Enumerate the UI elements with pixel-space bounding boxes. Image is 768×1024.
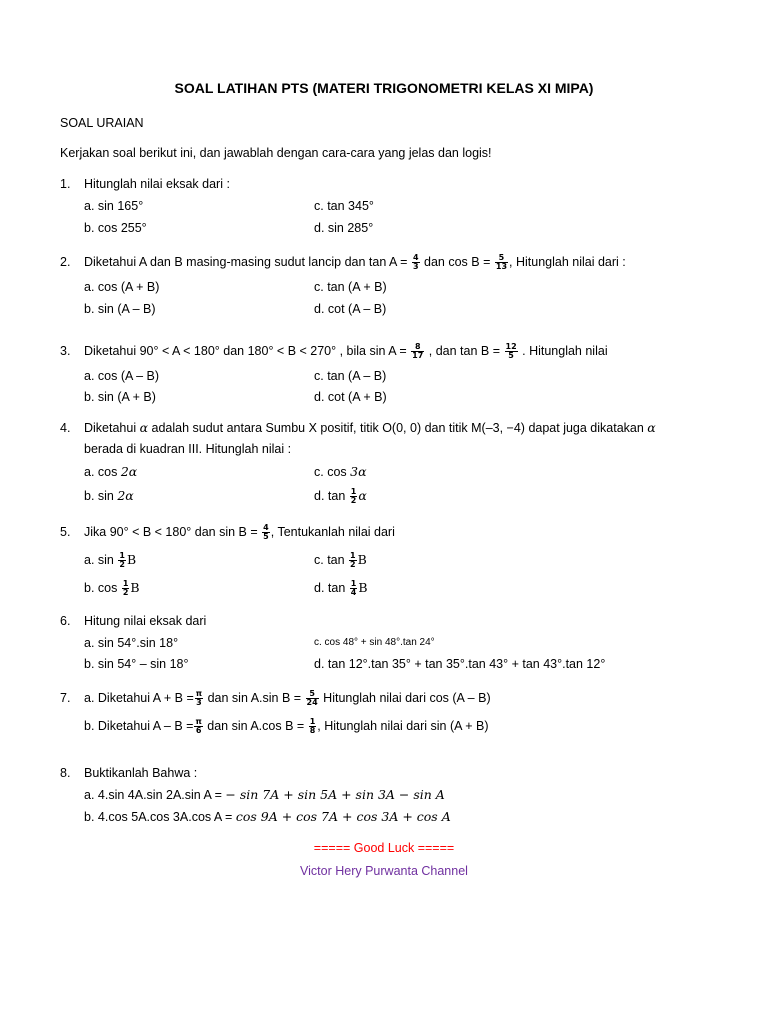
q2-text-part3: , Hitunglah nilai dari :: [509, 255, 626, 269]
q5-option-d-label: d. tan: [314, 581, 349, 595]
q8-number: 8.: [60, 766, 71, 780]
q7a-fraction-5-24-den: 24: [306, 698, 318, 708]
q7a-text-part2: dan sin A.sin B =: [204, 691, 302, 705]
q3-text: [84, 343, 608, 360]
q5-option-b-fraction-num: 1: [122, 579, 129, 589]
q5-option-b-expr: B: [130, 580, 140, 595]
q4-alpha-symbol: α: [139, 420, 149, 435]
q5-option-c-expr: B: [357, 552, 367, 567]
q5-option-d-fraction: [350, 580, 358, 597]
q4-text-line2: berada di kuadran III. Hitunglah nilai :: [84, 442, 292, 456]
q6-option-a: a. sin 54°.sin 18°: [84, 636, 179, 650]
q2-fraction-tanA: [412, 254, 420, 271]
q2-fraction-tanA-num: 4: [412, 253, 419, 263]
channel-credit: Victor Hery Purwanta Channel: [300, 864, 468, 878]
q4-option-d-label: d. tan: [314, 489, 349, 503]
q8-option-a-expr: − sin 7A + sin 5A + sin 3A − sin A: [225, 787, 445, 802]
q7-part-b: [84, 718, 489, 735]
q5-option-a-label: a. sin: [84, 553, 118, 567]
q4-option-b-expr: 2α: [117, 488, 134, 503]
q8-option-b-expr: cos 9A + cos 7A + cos 3A + cos A: [235, 809, 451, 824]
q2-text-part2: dan cos B =: [424, 255, 491, 269]
q8-option-a: [84, 787, 445, 803]
q7b-fraction-pi6-num: π: [195, 717, 202, 727]
q4-alpha-symbol-end: α: [647, 420, 656, 435]
q4-option-b-label: b. sin: [84, 489, 118, 503]
q5-text: [84, 524, 395, 541]
q7b-fraction-pi6: [194, 718, 202, 735]
q4-option-d-fraction-den: 2: [350, 496, 357, 506]
q1-text: Hitunglah nilai eksak dari :: [84, 177, 230, 191]
q1-option-d: d. sin 285°: [314, 221, 374, 235]
q7a-fraction-pi3-den: 3: [196, 698, 202, 708]
q3-text-part2: , dan tan B =: [428, 344, 501, 358]
q2-fraction-tanA-den: 3: [412, 262, 419, 272]
q7a-fraction-pi3-num: π: [195, 689, 203, 699]
q7b-fraction-1-8-den: 8: [309, 726, 316, 736]
q2-number: 2.: [60, 255, 71, 269]
q7a-fraction-pi3: [195, 690, 203, 707]
q5-fraction-sinB: [262, 524, 270, 541]
q7a-fraction-5-24-num: 5: [306, 690, 319, 699]
q2-fraction-cosB: [495, 254, 508, 271]
q5-option-b-fraction-den: 2: [122, 588, 129, 598]
q7a-text-part1: a. Diketahui A + B =: [84, 691, 194, 705]
q1-option-a: a. sin 165°: [84, 199, 144, 213]
q2-text: [84, 254, 626, 271]
q5-option-a: [84, 552, 136, 569]
q2-fraction-cosB-num: 5: [495, 254, 508, 263]
q3-text-part1: Diketahui 90° < A < 180° dan 180° < B < 270° , bila sin A =: [84, 344, 407, 358]
q4-option-c-label: c. cos: [314, 465, 351, 479]
q4-option-d-fraction: [350, 488, 358, 505]
q4-option-a-label: a. cos: [84, 465, 121, 479]
q6-option-d: d. tan 12°.tan 35° + tan 35°.tan 43° + tan 43°.tan 12°: [314, 657, 606, 671]
q3-fraction-tanB-den: 5: [508, 351, 514, 361]
q3-option-d: d. cot (A + B): [314, 390, 387, 404]
good-luck-text: ===== Good Luck =====: [313, 841, 455, 855]
q5-option-b-label: b. cos: [84, 581, 121, 595]
q5-option-a-fraction-num: 1: [119, 551, 125, 561]
q7a-text-part3: Hitunglah nilai dari cos (A – B): [319, 691, 491, 705]
q1-number: 1.: [60, 177, 71, 191]
q1-option-c: c. tan 345°: [314, 199, 374, 213]
q4-option-c-expr: 3α: [350, 464, 367, 479]
q4-text-part2: adalah sudut antara Sumbu X positif, titik O(0, 0) dan titik M(–3, −4) dapat juga dikatakan: [148, 421, 648, 435]
q5-number: 5.: [60, 525, 71, 539]
q6-option-c: c. cos 48° + sin 48°.tan 24°: [314, 637, 435, 648]
q1-option-b: b. cos 255°: [84, 221, 147, 235]
q5-option-a-fraction: [118, 552, 126, 569]
q5-option-c: [314, 552, 367, 569]
q7b-fraction-1-8-num: 1: [309, 717, 316, 727]
q2-option-d: d. cot (A – B): [314, 302, 387, 316]
q3-fraction-sinA-num: 8: [411, 343, 424, 352]
q5-option-c-fraction: [349, 552, 357, 569]
q2-fraction-cosB-den: 13: [495, 262, 508, 272]
instruction-text: Kerjakan soal berikut ini, dan jawablah dengan cara-cara yang jelas dan logis!: [60, 146, 492, 160]
q4-option-d: [314, 488, 367, 505]
q5-option-c-fraction-den: 2: [350, 560, 356, 570]
q8-text: Buktikanlah Bahwa :: [84, 766, 198, 780]
q5-fraction-sinB-den: 5: [263, 532, 269, 542]
q5-option-c-label: c. tan: [314, 553, 349, 567]
q3-fraction-sinA-den: 17: [412, 351, 424, 361]
q8-option-b-label: b. 4.cos 5A.cos 3A.cos A =: [84, 810, 236, 824]
q5-text-part1: Jika 90° < B < 180° dan sin B =: [84, 525, 258, 539]
q7b-text-part1: b. Diketahui A – B =: [84, 719, 194, 733]
q4-option-b: [84, 488, 134, 504]
q3-number: 3.: [60, 344, 71, 358]
q3-option-a: a. cos (A – B): [84, 369, 160, 383]
q4-option-d-fraction-num: 1: [350, 487, 357, 497]
q3-fraction-sinA: [411, 343, 424, 360]
q4-option-d-expr: α: [358, 488, 367, 503]
q6-number: 6.: [60, 614, 71, 628]
q7b-text-part2: dan sin A.cos B =: [203, 719, 305, 733]
q4-option-a: [84, 464, 137, 480]
q4-option-a-expr: 2α: [120, 464, 138, 479]
q7b-fraction-1-8: [309, 718, 317, 735]
q4-text-part1: Diketahui: [84, 421, 140, 435]
q5-option-d-fraction-den: 4: [350, 588, 357, 598]
q5-option-d: [314, 580, 368, 597]
q5-option-b: [84, 580, 140, 597]
q5-option-b-fraction: [122, 580, 130, 597]
q5-option-a-fraction-den: 2: [119, 560, 125, 570]
q4-number: 4.: [60, 421, 71, 435]
q2-option-c: c. tan (A + B): [314, 280, 387, 294]
q4-option-c: [314, 464, 367, 480]
q2-option-a: a. cos (A + B): [84, 280, 160, 294]
q7b-text-part3: , Hitunglah nilai dari sin (A + B): [317, 719, 489, 733]
q7-number: 7.: [60, 691, 71, 705]
q4-text-line1: [84, 420, 656, 436]
page-title: SOAL LATIHAN PTS (MATERI TRIGONOMETRI KELAS XI MIPA): [174, 80, 594, 96]
q2-option-b: b. sin (A – B): [84, 302, 156, 316]
q2-text-part1: Diketahui A dan B masing-masing sudut lancip dan tan A =: [84, 255, 408, 269]
q5-option-d-fraction-num: 1: [350, 579, 357, 589]
q8-option-b: [84, 809, 451, 825]
q5-option-a-expr: B: [126, 552, 137, 567]
q8-option-a-label: a. 4.sin 4A.sin 2A.sin A =: [84, 788, 226, 802]
q7a-fraction-5-24: [306, 690, 319, 707]
q3-option-b: b. sin (A + B): [84, 390, 156, 404]
q3-fraction-tanB-num: 12: [505, 342, 517, 352]
section-heading: SOAL URAIAN: [60, 116, 144, 130]
q5-text-part2: , Tentukanlah nilai dari: [270, 525, 395, 539]
q5-option-c-fraction-num: 1: [350, 551, 356, 561]
q3-option-c: c. tan (A – B): [314, 369, 387, 383]
q5-fraction-sinB-num: 4: [263, 523, 269, 533]
q3-fraction-tanB: [505, 343, 518, 360]
q7-part-a: [84, 690, 491, 707]
q5-option-d-expr: B: [358, 580, 368, 595]
q6-option-b: b. sin 54° – sin 18°: [84, 657, 189, 671]
q3-text-part3: . Hitunglah nilai: [522, 344, 608, 358]
q6-text: Hitung nilai eksak dari: [84, 614, 207, 628]
q7b-fraction-pi6-den: 6: [195, 726, 202, 736]
